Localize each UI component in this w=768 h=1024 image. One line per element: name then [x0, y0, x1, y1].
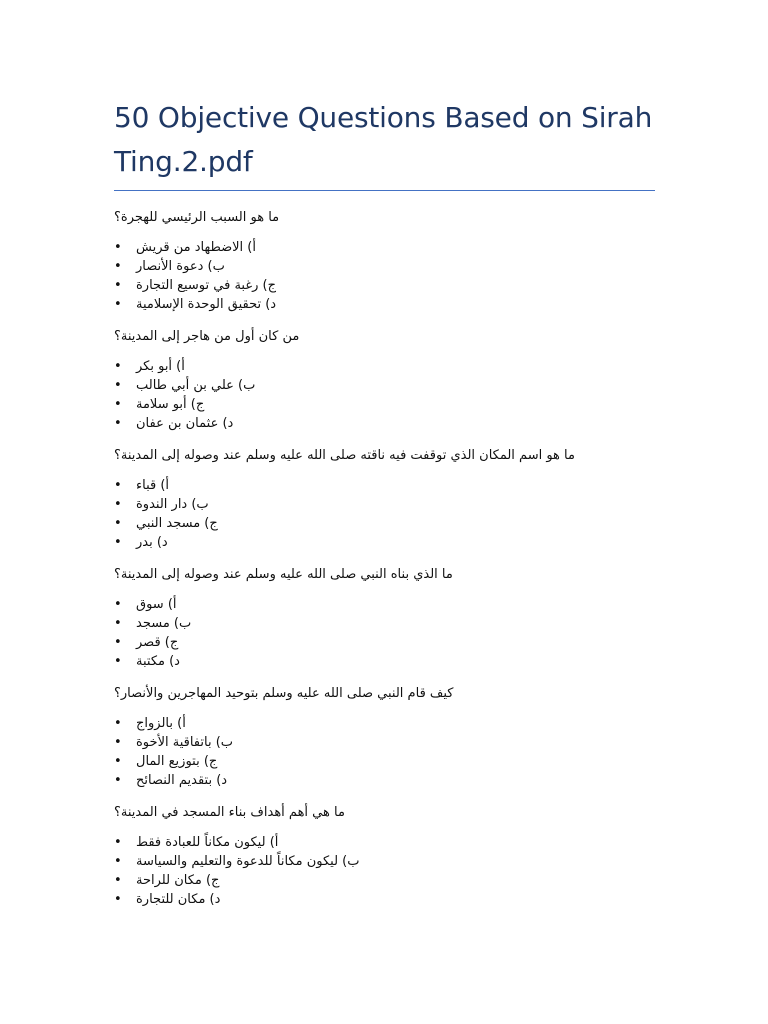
- bullet-icon: •: [114, 773, 122, 788]
- question-block: [114, 328, 655, 433]
- option-item: [114, 514, 655, 533]
- option-text: ج) قصر: [136, 635, 179, 650]
- bullet-icon: •: [114, 259, 122, 274]
- bullet-icon: •: [114, 416, 122, 431]
- option-text: ب) علي بن أبي طالب: [136, 378, 256, 393]
- option-text: د) مكتبة: [136, 654, 180, 669]
- option-item: [114, 714, 655, 733]
- option-text: ب) باتفاقية الأخوة: [136, 735, 234, 750]
- option-text: د) بتقديم النصائح: [136, 773, 228, 788]
- bullet-icon: •: [114, 892, 122, 907]
- question-list: [114, 209, 655, 909]
- option-list: [114, 238, 655, 314]
- bullet-icon: •: [114, 359, 122, 374]
- bullet-icon: •: [114, 535, 122, 550]
- option-text: د) عثمان بن عفان: [136, 416, 234, 431]
- option-item: [114, 357, 655, 376]
- bullet-icon: •: [114, 735, 122, 750]
- question-block: [114, 209, 655, 314]
- title-underline: [114, 190, 655, 191]
- question-text: ما هو اسم المكان الذي توقفت فيه ناقته صلى الله عليه وسلم عند وصوله إلى المدينة؟: [114, 448, 575, 463]
- bullet-icon: •: [114, 835, 122, 850]
- option-text: ب) ليكون مكاناً للدعوة والتعليم والسياسة: [136, 854, 360, 869]
- option-list: [114, 714, 655, 790]
- question-block: [114, 804, 655, 909]
- bullet-icon: •: [114, 516, 122, 531]
- option-list: [114, 595, 655, 671]
- question-text: ما الذي بناه النبي صلى الله عليه وسلم عند وصوله إلى المدينة؟: [114, 567, 453, 582]
- bullet-icon: •: [114, 378, 122, 393]
- option-text: أ) ليكون مكاناً للعبادة فقط: [136, 835, 279, 850]
- option-item: [114, 871, 655, 890]
- bullet-icon: •: [114, 616, 122, 631]
- option-item: [114, 238, 655, 257]
- option-item: [114, 614, 655, 633]
- question-text: كيف قام النبي صلى الله عليه وسلم بتوحيد المهاجرين والأنصار؟: [114, 686, 454, 701]
- option-text: أ) بالزواج: [136, 716, 186, 731]
- option-text: ج) رغبة في توسيع التجارة: [136, 278, 277, 293]
- bullet-icon: •: [114, 635, 122, 650]
- option-item: [114, 652, 655, 671]
- option-item: [114, 395, 655, 414]
- option-item: [114, 533, 655, 552]
- document-page: [114, 0, 655, 923]
- bullet-icon: •: [114, 754, 122, 769]
- option-item: [114, 752, 655, 771]
- bullet-icon: •: [114, 716, 122, 731]
- option-text: ب) دار الندوة: [136, 497, 209, 512]
- question-text: من كان أول من هاجر إلى المدينة؟: [114, 329, 300, 344]
- option-text: ج) مسجد النبي: [136, 516, 218, 531]
- question-text: ما هو السبب الرئيسي للهجرة؟: [114, 210, 280, 225]
- option-text: أ) قباء: [136, 478, 170, 493]
- option-list: [114, 357, 655, 433]
- option-text: ج) أبو سلامة: [136, 397, 205, 412]
- bullet-icon: •: [114, 278, 122, 293]
- option-text: ج) مكان للراحة: [136, 873, 220, 888]
- option-text: ب) مسجد: [136, 616, 192, 631]
- option-item: [114, 414, 655, 433]
- question-block: [114, 685, 655, 790]
- bullet-icon: •: [114, 854, 122, 869]
- option-item: [114, 633, 655, 652]
- option-item: [114, 257, 655, 276]
- bullet-icon: •: [114, 873, 122, 888]
- option-text: د) بدر: [136, 535, 168, 550]
- option-item: [114, 833, 655, 852]
- option-list: [114, 833, 655, 909]
- option-text: ج) بتوزيع المال: [136, 754, 218, 769]
- option-item: [114, 476, 655, 495]
- option-text: أ) أبو بكر: [136, 359, 185, 374]
- option-item: [114, 852, 655, 871]
- option-item: [114, 376, 655, 395]
- question-text: ما هي أهم أهداف بناء المسجد في المدينة؟: [114, 805, 345, 820]
- option-list: [114, 476, 655, 552]
- bullet-icon: •: [114, 654, 122, 669]
- bullet-icon: •: [114, 597, 122, 612]
- option-item: [114, 733, 655, 752]
- bullet-icon: •: [114, 397, 122, 412]
- option-item: [114, 595, 655, 614]
- question-block: [114, 447, 655, 552]
- option-item: [114, 276, 655, 295]
- option-text: ب) دعوة الأنصار: [136, 259, 225, 274]
- option-item: [114, 771, 655, 790]
- option-text: أ) سوق: [136, 597, 177, 612]
- document-title: 50 Objective Questions Based on Sirah Ting.2.pdf: [114, 101, 653, 178]
- bullet-icon: •: [114, 478, 122, 493]
- option-item: [114, 295, 655, 314]
- bullet-icon: •: [114, 497, 122, 512]
- bullet-icon: •: [114, 240, 122, 255]
- option-item: [114, 495, 655, 514]
- option-text: د) تحقيق الوحدة الإسلامية: [136, 297, 277, 312]
- option-item: [114, 890, 655, 909]
- option-text: د) مكان للتجارة: [136, 892, 221, 907]
- bullet-icon: •: [114, 297, 122, 312]
- option-text: أ) الاضطهاد من قريش: [136, 240, 256, 255]
- question-block: [114, 566, 655, 671]
